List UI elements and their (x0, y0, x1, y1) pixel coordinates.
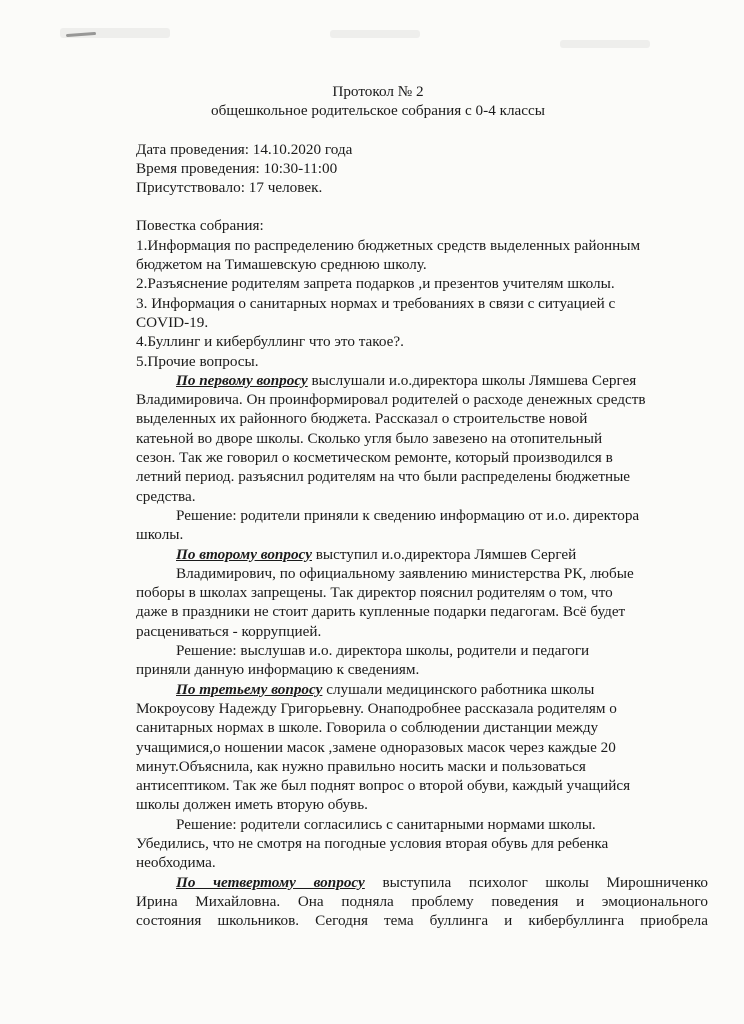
bleed-through-mark (330, 30, 420, 38)
section2-lead: По второму вопросу (176, 545, 312, 563)
section2-decision-cont: приняли данную информацию к сведениям. (136, 661, 420, 679)
section1-decision: Решение: родители приняли к сведению информацию от и.о. директора (176, 506, 640, 524)
section2-line: даже в праздники не стоит дарить купленные подарки педагогам. Всё будет (136, 603, 626, 621)
agenda-line: COVID-19. (136, 313, 209, 331)
document-title: Протокол № 2 (332, 83, 424, 100)
agenda-heading: Повестка собрания: (136, 217, 264, 235)
section1-line: средства. (136, 487, 196, 505)
section3-decision: Решение: родители согласились с санитарными нормами школы. (176, 815, 596, 833)
agenda-line: 2.Разъяснение родителям запрета подарков ,и презентов учителям школы. (136, 275, 615, 293)
section3-line: школы должен иметь вторую обувь. (136, 796, 368, 814)
section3-line: Мокроусову Надежду Григорьевну. Онаподробнее рассказала родителям о (136, 699, 617, 717)
section1-line: катеьной во дворе школы. Сколько угля было завезено на отопительный (136, 429, 603, 447)
section3-line: антисептиком. Так же был поднят вопрос о второй обуви, каждый учащийся (136, 777, 631, 795)
section3-line: санитарных нормах в школе. Говорила о соблюдении дистанции между (136, 719, 599, 737)
section3-decision-cont: необходима. (136, 854, 216, 872)
meeting-time: Время проведения: 10:30-11:00 (136, 159, 338, 177)
section4-line: состояния школьников. Сегодня тема буллинга и кибербуллинга приобрела (136, 912, 708, 930)
section2-line: расцениваться - коррупцией. (136, 622, 322, 640)
section1-lead: По первому вопросу (176, 371, 308, 389)
section3-line: учащимися,о ношении масок ,замене одноразовых масок через каждые 20 (136, 738, 616, 756)
section1-first-line (136, 371, 708, 390)
bleed-through-mark (560, 40, 650, 48)
document-page (136, 82, 708, 930)
section1-line: Владимировича. Он проинформировал родителей о расходе денежных средств (136, 391, 646, 409)
section4-first-line (136, 873, 708, 892)
meeting-attendance: Присутствовало: 17 человек. (136, 179, 323, 197)
section1-line: сезон. Так же говорил о косметическом ремонте, который производился в (136, 449, 613, 467)
section2-line: Владимирович, по официальному заявлению министерства РК, любые (176, 564, 634, 582)
document-subtitle: общешкольное родительское собрания с 0-4 классы (211, 102, 545, 120)
section1-decision-cont: школы. (136, 526, 184, 544)
bleed-through-mark (60, 28, 170, 38)
section4-first-text: выступила психолог школы Мирошниченко (364, 873, 708, 891)
agenda-line: 3. Информация о санитарных нормах и требованиях в связи с ситуацией с (136, 294, 616, 312)
agenda-line: 4.Буллинг и кибербуллинг что это такое?. (136, 333, 404, 351)
agenda-line: 5.Прочие вопросы. (136, 352, 259, 370)
agenda-line: бюджетом на Тимашевскую среднюю школу. (136, 256, 427, 274)
section3-line: минут.Объяснила, как нужно правильно носить маски и пользоваться (136, 757, 586, 775)
section4-lead: По четвертому вопросу (176, 873, 365, 891)
section3-first-line (136, 680, 708, 699)
meeting-date: Дата проведения: 14.10.2020 года (136, 140, 353, 158)
section1-line: выделенных их районного бюджета. Рассказал о строительстве новой (136, 410, 588, 428)
section2-first-text: выступил и.о.директора Лямшев Сергей (311, 545, 577, 563)
section2-line: поборы в школах запрещены. Так директор пояснил родителям о том, что (136, 584, 613, 602)
section1-first-text: выслушали и.о.директора школы Лямшева Сергея (307, 371, 637, 389)
section3-decision-cont: Убедились, что не смотря на погодные условия вторая обувь для ребенка (136, 834, 609, 852)
section4-line: Ирина Михайловна. Она подняла проблему поведения и эмоционального (136, 892, 708, 910)
section3-lead: По третьему вопросу (176, 680, 323, 698)
section2-decision: Решение: выслушав и.о. директора школы, родители и педагоги (176, 642, 590, 660)
agenda-line: 1.Информация по распределению бюджетных средств выделенных районным (136, 236, 641, 254)
section2-first-line (136, 545, 708, 564)
section1-line: летний период. разъяснил родителям на что были распределены бюджетные (136, 468, 631, 486)
section3-first-text: слушали медицинского работника школы (322, 680, 595, 698)
